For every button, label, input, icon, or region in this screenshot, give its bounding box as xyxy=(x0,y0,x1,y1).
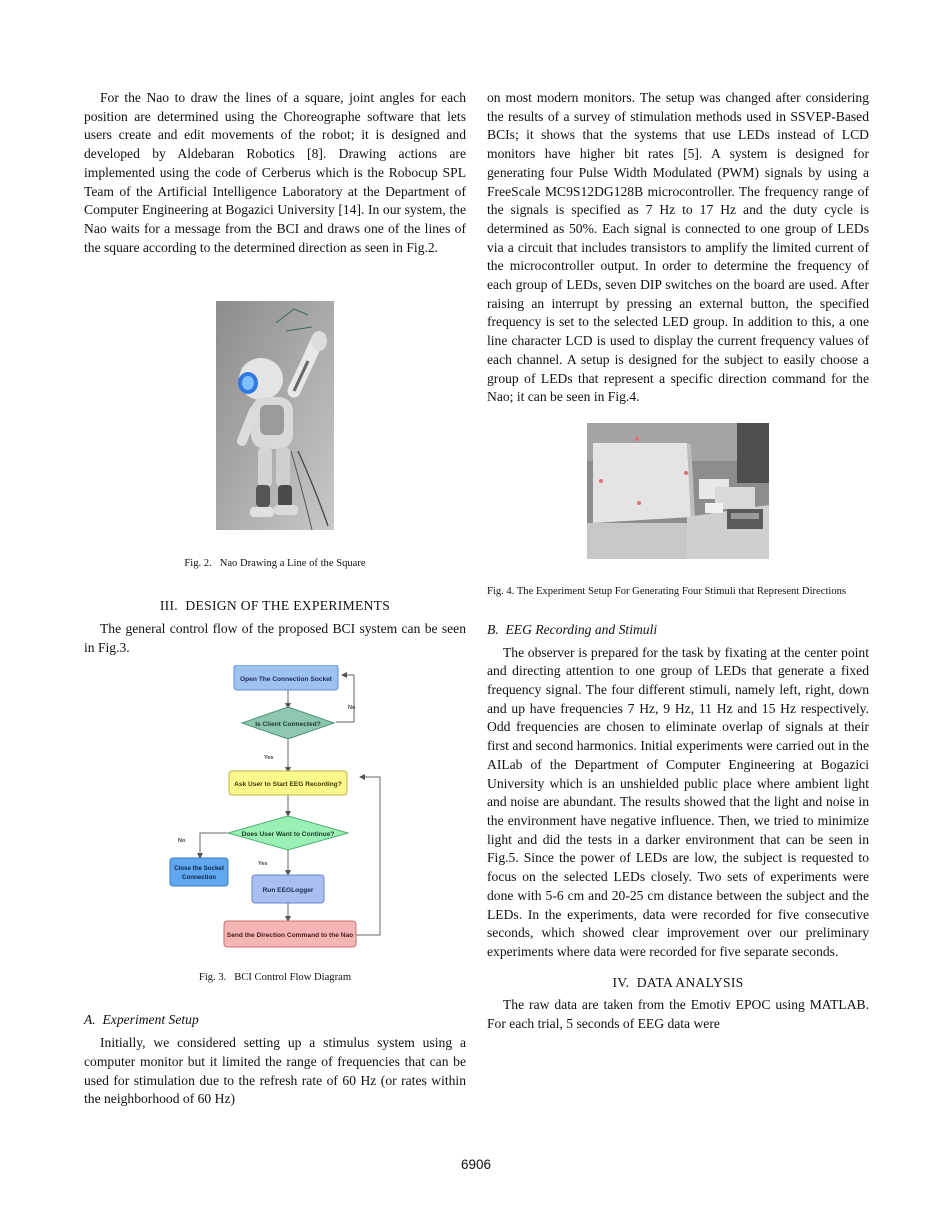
close-socket-label-2: Connection xyxy=(181,874,217,882)
open-socket-node xyxy=(234,665,338,690)
figure-2 xyxy=(84,301,466,571)
subsection-b-heading: B. EEG Recording and Stimuli xyxy=(487,621,658,637)
subsection-b-paragraph: The observer is prepared for the task by fixating at the center point and directing attention to one group of LEDs that generate a fixed frequency signal. The four different stimuli, namely left, right, down and up have frequencies 7 Hz, 9 Hz, 11 Hz and 15 Hz respectively. Odd frequencies are chosen to eliminate overlap of signals at their first and second harmonics. Initial experiments were carried out in the AILab of the Department of Computer Engineering at Bogazici University which is an unshielded public place where ambient light and noise are abundant. The results showed that the light and noise in the environment have negative influence. Then, we tried to minimize light and did the tests in a darker environment that can be seen in Fig.5. Since the power of LEDs are low, the subject is requested to focus on the selected LEDs closely. Two sets of experiments were done with 5-6 cm and 20-25 cm distance between the subject and the LEDs. In the experiments, data were recorded for five consecutive seconds, which showed clear improvement over our preliminary experiments where data were recorded for five separate seconds. xyxy=(487,644,869,959)
ask-user-label: Ask User to Start EEG Recording? xyxy=(234,781,342,789)
fig3-caption: Fig. 3. BCI Control Flow Diagram xyxy=(198,972,352,984)
led-setup-photo xyxy=(587,423,769,559)
section-4-paragraph: The raw data are taken from the Emotiv EPOC using MATLAB. For each trial, 5 seconds of EEG data were xyxy=(487,997,869,1032)
subsection-a-heading: A. Experiment Setup xyxy=(84,1012,199,1028)
yes-label-2: Yes xyxy=(258,861,268,868)
run-logger-label: Run EEGLogger xyxy=(262,887,314,895)
figure-4 xyxy=(487,423,869,599)
right-column xyxy=(487,89,869,1034)
section-3-paragraph: The general control flow of the proposed BCI system can be seen in Fig.3. xyxy=(84,621,466,655)
intro-paragraph: For the Nao to draw the lines of a square, joint angles for each position are determined using the Choreographe software that lets users create and edit movements of the robot; it is designed and developed by Aldebaran Robotics [8]. Drawing actions are implemented using the code of Cerberus which is the Robocup SPL Team of the Artificial Intelligence Laboratory at the Department of Computer Engineering at Bogazici University [14]. In our system, the Nao waits for a message from the BCI and draws one of the lines of the square according to the determined direction as seen in Fig.2. xyxy=(84,90,466,255)
ask-user-node xyxy=(229,771,347,795)
close-socket-label-1: Close the Socket xyxy=(174,865,224,873)
section-3-heading: III. DESIGN OF THE EXPERIMENTS xyxy=(159,598,391,614)
nao-robot-photo xyxy=(216,301,334,530)
no-label-1: No xyxy=(348,705,356,712)
client-connected-decision xyxy=(242,707,334,739)
fig4-caption: Fig. 4. The Experiment Setup For Generating Four Stimuli that Represent Directions xyxy=(487,585,847,597)
send-command-node xyxy=(224,921,356,947)
continue-decision xyxy=(228,816,348,850)
fig2-caption: Fig. 2. Nao Drawing a Line of the Square xyxy=(184,558,366,570)
send-command-label: Send the Direction Command to the Nao xyxy=(226,932,354,940)
open-socket-label: Open The Connection Socket xyxy=(240,676,332,684)
section-4-heading: IV. DATA ANALYSIS xyxy=(612,974,744,990)
left-column xyxy=(84,89,466,1109)
yes-label-1: Yes xyxy=(264,755,274,762)
subsection-a-paragraph: Initially, we considered setting up a stimulus system using a computer monitor but it limited the range of frequencies that can be used for stimulation due to the refresh rate of 60 Hz (or rates within the neighborhood of 60 Hz) xyxy=(84,1035,466,1107)
close-socket-node xyxy=(170,858,228,886)
page-number: 6906 xyxy=(460,1157,492,1172)
continue-label: Does User Want to Continue? xyxy=(241,831,335,839)
bci-flowchart xyxy=(84,665,466,965)
no-label-2: No xyxy=(178,838,186,845)
client-connected-label: Is Client Connected? xyxy=(255,721,321,729)
run-logger-node xyxy=(252,875,324,903)
continued-paragraph: on most modern monitors. The setup was changed after considering the results of a survey of stimulation methods used in SSVEP-Based BCIs; it shows that the systems that use LEDs instead of LCD monitors have higher bit rates [5]. A system is designed for generating four Pulse Width Modulated (PWM) signals by using a FreeScale MC9S12DG128B microcontroller. The frequency range of the signals is specified as 7 Hz to 17 Hz and the duty cycle is determined as 50%. Each signal is connected to one group of LEDs via a circuit that includes transistors to amplify the limited current of the microcontroller output. In order to determine the frequency of each group of LEDs, seven DIP switches on the board are used. After raising an interrupt by pressing an external button, the specified frequency is set to the selected LED group. In addition to this, a one line character LCD is used to display the current frequency values of each channel. A setup is designed for the subject to easily choose a group of LEDs that represent a specific direction command for the Nao; it can be seen in Fig.4. xyxy=(487,90,869,405)
